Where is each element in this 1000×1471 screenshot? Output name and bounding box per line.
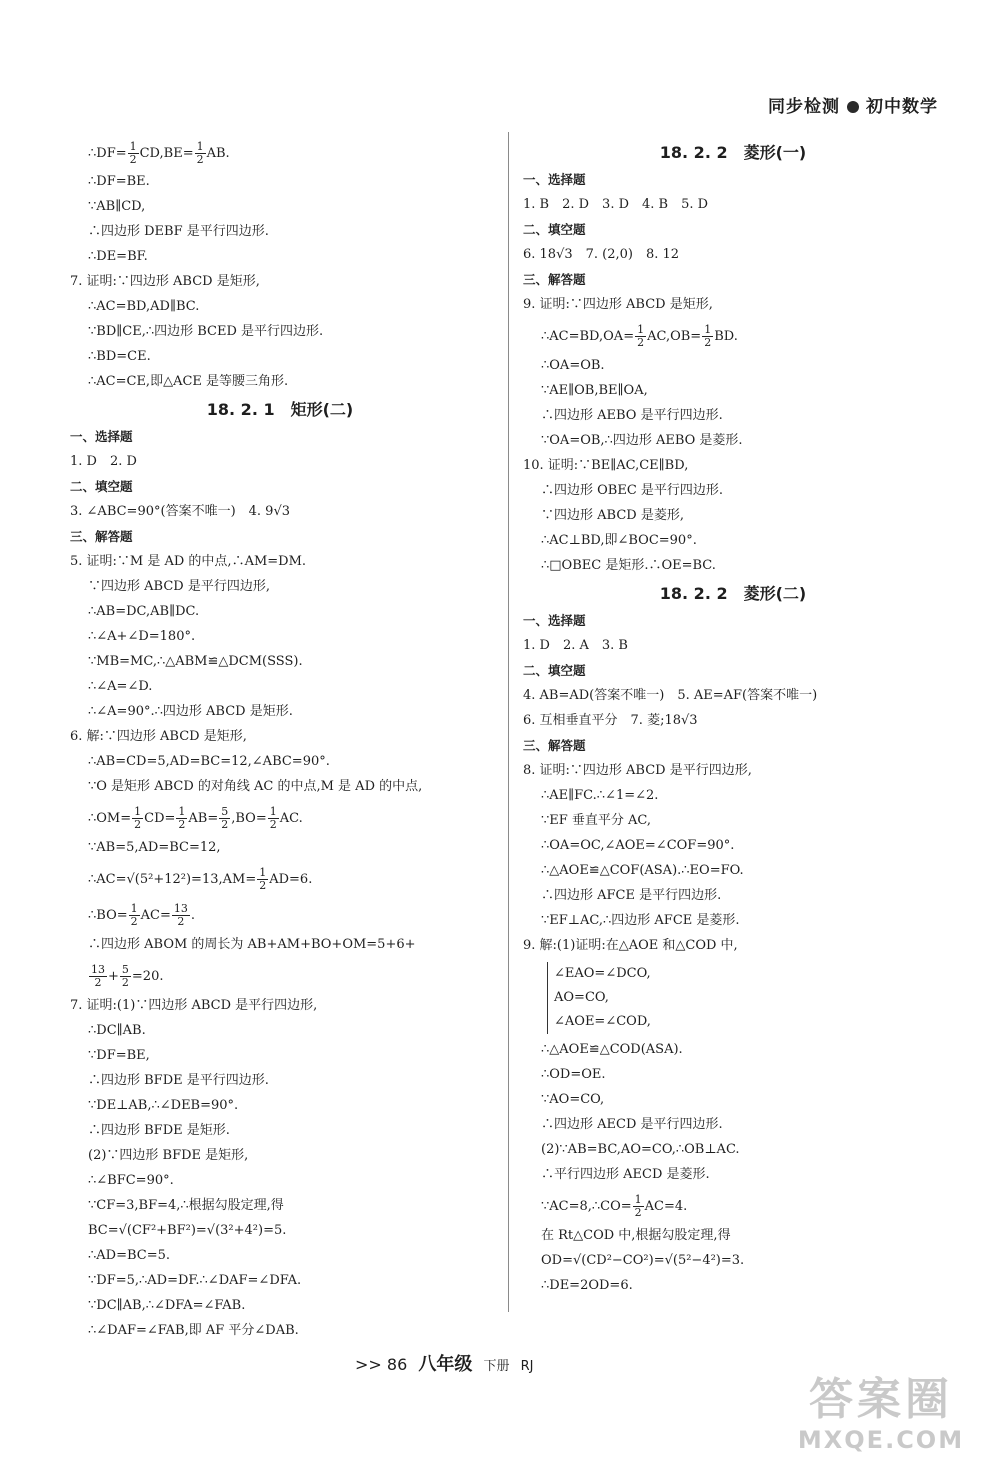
answer-line	[70, 748, 490, 773]
fraction-numerator: 5	[121, 963, 129, 976]
text-run: ∴AC=CE,即△ACE 是等腰三角形.	[88, 374, 289, 389]
text-run: ∴△AOE≌△COF(ASA).∴EO=FO.	[541, 863, 744, 878]
text-run: 7. 证明:∵四边形 ABCD 是矩形,	[70, 274, 260, 289]
answer-line	[523, 527, 943, 552]
watermark-url: MXQE.COM	[797, 1426, 965, 1454]
fraction-denominator: 2	[634, 1206, 642, 1219]
answer-line	[70, 448, 490, 473]
section-heading	[523, 577, 943, 607]
answer-line	[523, 1272, 943, 1297]
answer-line	[70, 798, 490, 834]
text-run: ∵AE∥OB,BE∥OA,	[541, 383, 648, 398]
text-run: AD=6.	[269, 872, 313, 887]
text-run: AC,OB=	[647, 329, 702, 344]
text-run: ∵O 是矩形 ABCD 的对角线 AC 的中点,M 是 AD 的中点,	[88, 779, 423, 794]
answer-line	[70, 1017, 490, 1042]
text-run: ∴AB=CD=5,AD=BC=12,∠ABC=90°.	[88, 754, 330, 769]
fraction-denominator: 2	[259, 879, 267, 892]
text-run: ∴四边形 AECD 是平行四边形.	[541, 1117, 723, 1132]
text-run: 三、解答题	[523, 738, 586, 753]
answer-line	[523, 832, 943, 857]
text-run: ∴四边形 ABOM 的周长为 AB+AM+BO+OM=5+6+	[88, 937, 416, 952]
answer-line	[70, 1242, 490, 1267]
text-run: ∵MB=MC,∴△ABM≌△DCM(SSS).	[88, 654, 303, 669]
fraction-numerator: 13	[173, 902, 188, 915]
fraction-numerator: 1	[704, 323, 712, 336]
fraction-denominator: 2	[134, 818, 142, 831]
answer-line	[70, 698, 490, 723]
answer-line	[523, 316, 943, 352]
fraction-numerator: 1	[634, 1193, 642, 1206]
answer-line	[70, 548, 490, 573]
answer-line	[70, 136, 490, 168]
text-run: ∴∠A+∠D=180°.	[88, 629, 196, 644]
fraction-numerator: 1	[196, 140, 204, 153]
text-run: ∵DF=BE,	[88, 1048, 150, 1063]
fraction-denominator: 2	[177, 915, 185, 928]
equation-row: ∠EAO=∠DCO,	[554, 966, 651, 981]
answer-line	[523, 782, 943, 807]
text-run: 6. 解:∵四边形 ABCD 是矩形,	[70, 729, 247, 744]
answer-line	[70, 193, 490, 218]
answer-line	[523, 1086, 943, 1111]
fraction-denominator: 2	[178, 818, 186, 831]
fraction-denominator: 2	[637, 336, 645, 349]
fraction	[129, 903, 140, 928]
text-run: ∵AO=CO,	[541, 1092, 605, 1107]
answer-line	[70, 931, 490, 956]
text-run: 5. 证明:∵M 是 AD 的中点,∴AM=DM.	[70, 554, 307, 569]
answer-line	[523, 1136, 943, 1161]
fraction	[257, 867, 268, 892]
text-run: CD,BE=	[139, 146, 194, 161]
text-run: ∴AB=DC,AB∥DC.	[88, 604, 200, 619]
text-run: ∴AD=BC=5.	[88, 1248, 171, 1263]
subsection-label	[523, 607, 943, 632]
text-run: BD.	[714, 329, 738, 344]
brand-left-text: 同步检测	[768, 97, 840, 117]
text-run: ∴四边形 OBEC 是平行四边形.	[541, 483, 724, 498]
text-run: ,BO=	[231, 811, 267, 826]
subsection-label	[523, 266, 943, 291]
answer-line	[70, 648, 490, 673]
text-run: 一、选择题	[523, 172, 586, 187]
answer-line	[70, 1317, 490, 1342]
text-run: 8. 证明:∵四边形 ABCD 是平行四边形,	[523, 763, 752, 778]
text-run: BC=√(CF²+BF²)=√(3²+4²)=5.	[88, 1223, 287, 1238]
answer-line	[523, 932, 943, 957]
answer-line	[70, 343, 490, 368]
answer-line	[70, 293, 490, 318]
fraction-denominator: 2	[269, 818, 277, 831]
answer-line	[70, 318, 490, 343]
column-divider	[508, 132, 509, 1312]
answer-line	[523, 1036, 943, 1061]
answer-line	[523, 1061, 943, 1086]
fraction	[172, 903, 190, 928]
fraction-numerator: 1	[637, 323, 645, 336]
equation-row: AO=CO,	[554, 990, 609, 1005]
text-run: 二、填空题	[523, 222, 586, 237]
text-run: ∵AB∥CD,	[88, 199, 146, 214]
equation-row: ∠AOE=∠COD,	[554, 1014, 651, 1029]
bulb-icon	[847, 101, 859, 113]
answer-line	[70, 498, 490, 523]
text-run: AC=	[140, 908, 171, 923]
text-run: AB=	[188, 811, 219, 826]
text-run: 三、解答题	[70, 529, 133, 544]
answer-line	[70, 168, 490, 193]
text-run: ∴BD=CE.	[88, 349, 151, 364]
watermark-logo	[776, 1374, 986, 1464]
answer-line	[523, 452, 943, 477]
answer-line	[523, 241, 943, 266]
answer-line	[70, 895, 490, 931]
footer-arrows: >>	[355, 1355, 382, 1374]
text-run: ∵OA=OB,∴四边形 AEBO 是菱形.	[541, 433, 743, 448]
answer-line	[70, 1142, 490, 1167]
subsection-label	[523, 657, 943, 682]
text-run: =20.	[131, 969, 164, 984]
header-brand	[768, 92, 938, 117]
fraction-numerator: 1	[269, 805, 277, 818]
answer-line	[523, 1111, 943, 1136]
text-run: +	[108, 969, 119, 984]
answer-line	[70, 773, 490, 798]
fraction	[268, 806, 279, 831]
text-run: AB.	[206, 146, 230, 161]
brand-right-text: 初中数学	[866, 97, 938, 117]
text-run: ∴DE=2OD=6.	[541, 1278, 633, 1293]
text-run: ∴DF=	[88, 146, 127, 161]
answer-line	[523, 377, 943, 402]
answer-line	[70, 1217, 490, 1242]
fraction	[635, 324, 646, 349]
answer-line	[523, 857, 943, 882]
answer-line	[523, 477, 943, 502]
text-run: ∴四边形 BFDE 是矩形.	[88, 1123, 230, 1138]
answer-line	[523, 882, 943, 907]
text-run: ∴OD=OE.	[541, 1067, 606, 1082]
text-run: 一、选择题	[523, 613, 586, 628]
fraction	[702, 324, 713, 349]
answer-line	[523, 957, 943, 1036]
answer-line	[70, 834, 490, 859]
text-run: ∵AB=5,AD=BC=12,	[88, 840, 221, 855]
answer-line	[523, 682, 943, 707]
text-run: AC=4.	[644, 1199, 688, 1214]
text-run: OD=√(CD²−CO²)=√(5²−4²)=3.	[541, 1253, 745, 1268]
fraction-denominator: 2	[130, 915, 138, 928]
subsection-label	[70, 473, 490, 498]
text-run: ∴四边形 DEBF 是平行四边形.	[88, 224, 269, 239]
text-run: ∴四边形 BFDE 是平行四边形.	[88, 1073, 269, 1088]
fraction-denominator: 2	[129, 153, 137, 166]
text-run: ∴DF=BE.	[88, 174, 150, 189]
answer-line	[523, 1186, 943, 1222]
answer-line	[70, 243, 490, 268]
answer-line	[70, 598, 490, 623]
footer-edition: RJ	[520, 1359, 534, 1374]
fraction	[219, 806, 230, 831]
fraction	[633, 1194, 644, 1219]
text-run: 18. 2. 2 菱形(二)	[659, 584, 807, 603]
answer-line	[523, 1222, 943, 1247]
text-run: ∵DF=5,∴AD=DF.∴∠DAF=∠DFA.	[88, 1273, 302, 1288]
answer-line	[70, 673, 490, 698]
fraction-numerator: 1	[178, 805, 186, 818]
text-run: ∴∠BFC=90°.	[88, 1173, 174, 1188]
answer-line	[523, 291, 943, 316]
fraction-denominator: 2	[121, 976, 129, 989]
text-run: ∵DE⊥AB,∴∠DEB=90°.	[88, 1098, 239, 1113]
text-run: ∵四边形 ABCD 是菱形,	[541, 508, 684, 523]
text-run: 二、填空题	[523, 663, 586, 678]
fraction	[120, 964, 131, 989]
text-run: .	[190, 908, 195, 923]
answer-line	[70, 1267, 490, 1292]
fraction	[176, 806, 187, 831]
text-run: ∴∠A=∠D.	[88, 679, 153, 694]
answer-line	[70, 1117, 490, 1142]
answer-line	[70, 859, 490, 895]
answer-line	[70, 1067, 490, 1092]
text-run: ∵DC∥AB,∴∠DFA=∠FAB.	[88, 1298, 246, 1313]
text-run: 18. 2. 1 矩形(二)	[206, 400, 354, 419]
answer-line	[70, 992, 490, 1017]
text-run: 在 Rt△COD 中,根据勾股定理,得	[541, 1228, 731, 1243]
answer-line	[523, 502, 943, 527]
subsection-label	[523, 732, 943, 757]
text-run: ∵四边形 ABCD 是平行四边形,	[88, 579, 270, 594]
fraction-denominator: 2	[94, 976, 102, 989]
answer-line	[523, 1161, 943, 1186]
answer-line	[523, 191, 943, 216]
subsection-label	[70, 523, 490, 548]
fraction-numerator: 1	[134, 805, 142, 818]
text-run: ∵CF=3,BF=4,∴根据勾股定理,得	[88, 1198, 284, 1213]
text-run: 6. 互相垂直平分 7. 菱;18√3	[523, 713, 698, 728]
text-run: 3. ∠ABC=90°(答案不唯一) 4. 9√3	[70, 504, 290, 519]
text-run: 一、选择题	[70, 429, 133, 444]
section-heading	[70, 393, 490, 423]
fraction-denominator: 2	[704, 336, 712, 349]
text-run: ∴DC∥AB.	[88, 1023, 146, 1038]
left-column	[70, 136, 490, 1342]
text-run: ∴OA=OC,∠AOE=∠COF=90°.	[541, 838, 735, 853]
text-run: 18. 2. 2 菱形(一)	[659, 143, 807, 162]
answer-line	[523, 707, 943, 732]
answer-line	[70, 218, 490, 243]
answer-line	[523, 807, 943, 832]
text-run: ∴∠DAF=∠FAB,即 AF 平分∠DAB.	[88, 1323, 299, 1338]
text-run: 9. 证明:∵四边形 ABCD 是矩形,	[523, 297, 713, 312]
subsection-label	[70, 423, 490, 448]
fraction-numerator: 1	[129, 140, 137, 153]
answer-line	[523, 907, 943, 932]
answer-line	[523, 1247, 943, 1272]
right-column	[523, 136, 943, 1297]
fraction-denominator: 2	[221, 818, 229, 831]
equation-system	[547, 962, 651, 1034]
answer-line	[523, 632, 943, 657]
footer-volume: 下册	[483, 1359, 510, 1374]
subsection-label	[523, 166, 943, 191]
text-run: ∴四边形 AEBO 是平行四边形.	[541, 408, 723, 423]
fraction-denominator: 2	[196, 153, 204, 166]
text-run: 6. 18√3 7. (2,0) 8. 12	[523, 247, 680, 262]
answer-line	[70, 1042, 490, 1067]
text-run: ∴平行四边形 AECD 是菱形.	[541, 1167, 710, 1182]
answer-line	[70, 623, 490, 648]
text-run: 三、解答题	[523, 272, 586, 287]
section-heading	[523, 136, 943, 166]
text-run: 10. 证明:∵BE∥AC,CE∥BD,	[523, 458, 689, 473]
text-run: ∴AE∥FC.∴∠1=∠2.	[541, 788, 659, 803]
answer-line	[523, 427, 943, 452]
text-run: 9. 解:(1)证明:在△AOE 和△COD 中,	[523, 938, 738, 953]
fraction-numerator: 1	[130, 902, 138, 915]
watermark-text: 答案圈	[809, 1374, 953, 1425]
text-run: ∴AC=BD,OA=	[541, 329, 635, 344]
text-run: (2)∵AB=BC,AO=CO,∴OB⊥AC.	[541, 1142, 740, 1157]
text-run: ∴OA=OB.	[541, 358, 605, 373]
text-run: AC.	[279, 811, 303, 826]
answer-line	[70, 956, 490, 992]
page-number: 86	[386, 1355, 408, 1374]
answer-line	[523, 552, 943, 577]
text-run: ∴□OBEC 是矩形.∴OE=BC.	[541, 558, 716, 573]
text-run: 1. B 2. D 3. D 4. B 5. D	[523, 197, 709, 212]
text-run: 二、填空题	[70, 479, 133, 494]
fraction	[195, 141, 206, 166]
fraction	[132, 806, 143, 831]
answer-line	[70, 1292, 490, 1317]
text-run: ∴△AOE≌△COD(ASA).	[541, 1042, 683, 1057]
text-run: ∴DE=BF.	[88, 249, 148, 264]
text-run: 4. AB=AD(答案不唯一) 5. AE=AF(答案不唯一)	[523, 688, 818, 703]
subsection-label	[523, 216, 943, 241]
answer-line	[70, 1167, 490, 1192]
answer-line	[70, 368, 490, 393]
answer-line	[523, 757, 943, 782]
text-run: ∴四边形 AFCE 是平行四边形.	[541, 888, 722, 903]
text-run: ∴BO=	[88, 908, 128, 923]
text-run: ∵EF⊥AC,∴四边形 AFCE 是菱形.	[541, 913, 740, 928]
answer-line	[70, 1092, 490, 1117]
answer-line	[70, 573, 490, 598]
text-run: ∵AC=8,∴CO=	[541, 1199, 632, 1214]
text-run: (2)∵四边形 BFDE 是矩形,	[88, 1148, 249, 1163]
text-run: ∵BD∥CE,∴四边形 BCED 是平行四边形.	[88, 324, 324, 339]
text-run: ∵EF 垂直平分 AC,	[541, 813, 652, 828]
answer-line	[70, 1192, 490, 1217]
text-run: ∴AC⊥BD,即∠BOC=90°.	[541, 533, 697, 548]
fraction-numerator: 1	[259, 866, 267, 879]
text-run: ∴OM=	[88, 811, 132, 826]
text-run: ∴∠A=90°.∴四边形 ABCD 是矩形.	[88, 704, 293, 719]
text-run: CD=	[144, 811, 176, 826]
text-run: 1. D 2. A 3. B	[523, 638, 628, 653]
fraction	[128, 141, 139, 166]
fraction	[89, 964, 107, 989]
answer-line	[523, 402, 943, 427]
fraction-numerator: 13	[91, 963, 105, 976]
page-footer	[355, 1350, 533, 1376]
text-run: 1. D 2. D	[70, 454, 137, 469]
answer-line	[523, 352, 943, 377]
text-run: 7. 证明:(1)∵四边形 ABCD 是平行四边形,	[70, 998, 318, 1013]
text-run: ∴AC=BD,AD∥BC.	[88, 299, 200, 314]
answer-line	[70, 268, 490, 293]
fraction-numerator: 5	[221, 805, 229, 818]
footer-grade: 八年级	[418, 1354, 473, 1375]
answer-line	[70, 723, 490, 748]
text-run: ∴AC=√(5²+12²)=13,AM=	[88, 872, 257, 887]
